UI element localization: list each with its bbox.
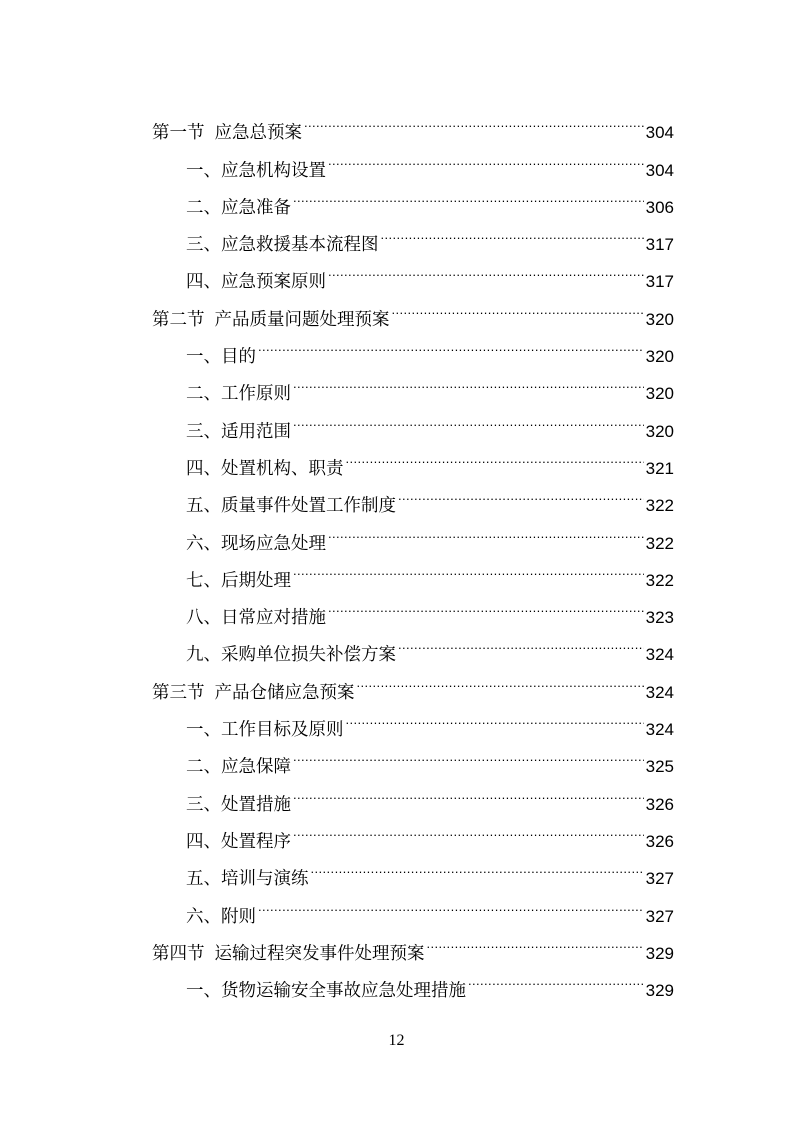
toc-entry-page: 322 <box>645 496 674 516</box>
toc-entry-title: 产品仓储应急预案 <box>214 682 355 703</box>
toc-entry-page: 324 <box>645 720 674 740</box>
toc-entry-page: 320 <box>645 309 674 329</box>
dot-leader <box>390 287 644 324</box>
dot-leader <box>291 362 644 399</box>
dot-leader <box>326 586 644 623</box>
toc-entry-title: 现场应急处理 <box>221 533 326 554</box>
toc-entry-label <box>186 339 256 376</box>
toc-entry-page: 321 <box>645 458 674 478</box>
toc-entry-title: 培训与演练 <box>221 869 309 890</box>
toc-entry-title: 目的 <box>221 347 256 368</box>
toc-entry-title: 应急保障 <box>221 757 291 778</box>
toc-entry-number: 四、 <box>186 272 221 293</box>
dot-leader <box>425 922 644 959</box>
toc-entry-label <box>186 264 326 301</box>
toc-entry-number: 二、 <box>186 384 221 405</box>
toc-entry-number: 六、 <box>186 906 221 927</box>
toc-entry-page: 324 <box>645 645 674 665</box>
dot-leader <box>396 623 644 660</box>
dot-leader <box>355 660 644 697</box>
toc-entry-page: 322 <box>645 533 674 553</box>
toc-entry-title: 处置机构、职责 <box>221 458 344 479</box>
toc-entry-number: 七、 <box>186 570 221 591</box>
table-of-contents <box>152 101 674 1002</box>
toc-entry-label <box>186 749 291 786</box>
dot-leader <box>326 138 644 175</box>
dot-leader <box>291 735 644 772</box>
toc-entry-page: 323 <box>645 608 674 628</box>
toc-entry-number: 四、 <box>186 458 221 479</box>
toc-entry-label <box>186 600 326 637</box>
toc-entry-label <box>186 451 344 488</box>
toc-entry-label <box>152 936 425 973</box>
toc-entry-number: 三、 <box>186 421 221 442</box>
toc-entry-title: 应急准备 <box>221 197 291 218</box>
toc-entry-title: 应急总预案 <box>214 123 302 144</box>
dot-leader <box>326 250 644 287</box>
toc-entry-label <box>186 414 291 451</box>
toc-entry-number: 四、 <box>186 831 221 852</box>
toc-entry-label <box>152 675 355 712</box>
toc-entry-label <box>186 190 291 227</box>
dot-leader <box>379 213 644 250</box>
toc-entry-page: 326 <box>645 794 674 814</box>
toc-entry-page: 324 <box>645 682 674 702</box>
toc-entry-page: 317 <box>645 272 674 292</box>
toc-entry-page: 317 <box>645 235 674 255</box>
toc-entry-title: 工作原则 <box>221 384 291 405</box>
toc-entry-title: 应急预案原则 <box>221 272 326 293</box>
toc-entry-title: 采购单位损失补偿方案 <box>221 645 396 666</box>
dot-leader <box>256 325 644 362</box>
toc-entry-number: 二、 <box>186 757 221 778</box>
dot-leader <box>256 884 644 921</box>
toc-entry-title: 产品质量问题处理预案 <box>214 309 390 330</box>
toc-entry-label <box>186 787 291 824</box>
toc-entry-number: 一、 <box>186 347 221 368</box>
toc-entry-label <box>186 563 291 600</box>
toc-entry-page: 320 <box>645 384 674 404</box>
toc-entry-page: 327 <box>645 869 674 889</box>
toc-entry-number: 三、 <box>186 794 221 815</box>
toc-entry-page: 327 <box>645 906 674 926</box>
toc-entry-page: 329 <box>645 981 674 1001</box>
toc-entry-label <box>152 115 302 152</box>
toc-entry-page: 304 <box>645 123 674 143</box>
toc-entry-title: 应急救援基本流程图 <box>221 235 379 256</box>
toc-entry-title: 适用范围 <box>221 421 291 442</box>
toc-entry-number: 六、 <box>186 533 221 554</box>
toc-entry-title: 日常应对措施 <box>221 608 326 629</box>
toc-entry-number: 第四节 <box>152 943 205 964</box>
toc-entry-title: 应急机构设置 <box>221 160 326 181</box>
toc-entry-page: 304 <box>645 160 674 180</box>
toc-entry-title: 处置程序 <box>221 831 291 852</box>
toc-entry-number: 一、 <box>186 981 221 1002</box>
toc-entry-number: 八、 <box>186 608 221 629</box>
toc-entry-label <box>186 376 291 413</box>
dot-leader <box>309 847 644 884</box>
toc-entry-page: 325 <box>645 757 674 777</box>
dot-leader <box>291 810 644 847</box>
dot-leader <box>396 474 644 511</box>
toc-entry-title: 运输过程突发事件处理预案 <box>214 943 425 964</box>
dot-leader <box>466 959 644 996</box>
toc-entry-title: 质量事件处置工作制度 <box>221 496 396 517</box>
toc-entry-page: 306 <box>645 197 674 217</box>
toc-entry-page: 326 <box>645 831 674 851</box>
page-number: 12 <box>388 1032 405 1049</box>
toc-entry-number: 第二节 <box>152 309 205 330</box>
dot-leader <box>302 101 644 138</box>
toc-entry-page: 329 <box>645 943 674 963</box>
toc-entry-number: 三、 <box>186 235 221 256</box>
toc-entry-number: 第三节 <box>152 682 205 703</box>
toc-entry-title: 后期处理 <box>221 570 291 591</box>
dot-leader <box>291 549 644 586</box>
toc-entry-label <box>186 899 256 936</box>
toc-entry-page: 320 <box>645 421 674 441</box>
toc-entry[interactable] <box>152 101 674 144</box>
toc-entry-label <box>186 824 291 861</box>
toc-entry-label <box>186 973 466 1010</box>
toc-entry-number: 九、 <box>186 645 221 666</box>
toc-entry-page: 322 <box>645 570 674 590</box>
dot-leader <box>291 399 644 436</box>
dot-leader <box>291 772 644 809</box>
dot-leader <box>326 511 644 548</box>
toc-entry-number: 二、 <box>186 197 221 218</box>
toc-entry-number: 一、 <box>186 720 221 741</box>
toc-entry-number: 一、 <box>186 160 221 181</box>
toc-entry-number: 五、 <box>186 869 221 890</box>
toc-entry-title: 工作目标及原则 <box>221 720 344 741</box>
toc-entry-title: 附则 <box>221 906 256 927</box>
toc-entry-number: 五、 <box>186 496 221 517</box>
toc-entry-title: 处置措施 <box>221 794 291 815</box>
toc-entry-page: 320 <box>645 347 674 367</box>
dot-leader <box>344 437 644 474</box>
toc-entry-number: 第一节 <box>152 123 205 144</box>
toc-entry-title: 货物运输安全事故应急处理措施 <box>221 981 466 1002</box>
dot-leader <box>344 698 644 735</box>
dot-leader <box>291 176 644 213</box>
